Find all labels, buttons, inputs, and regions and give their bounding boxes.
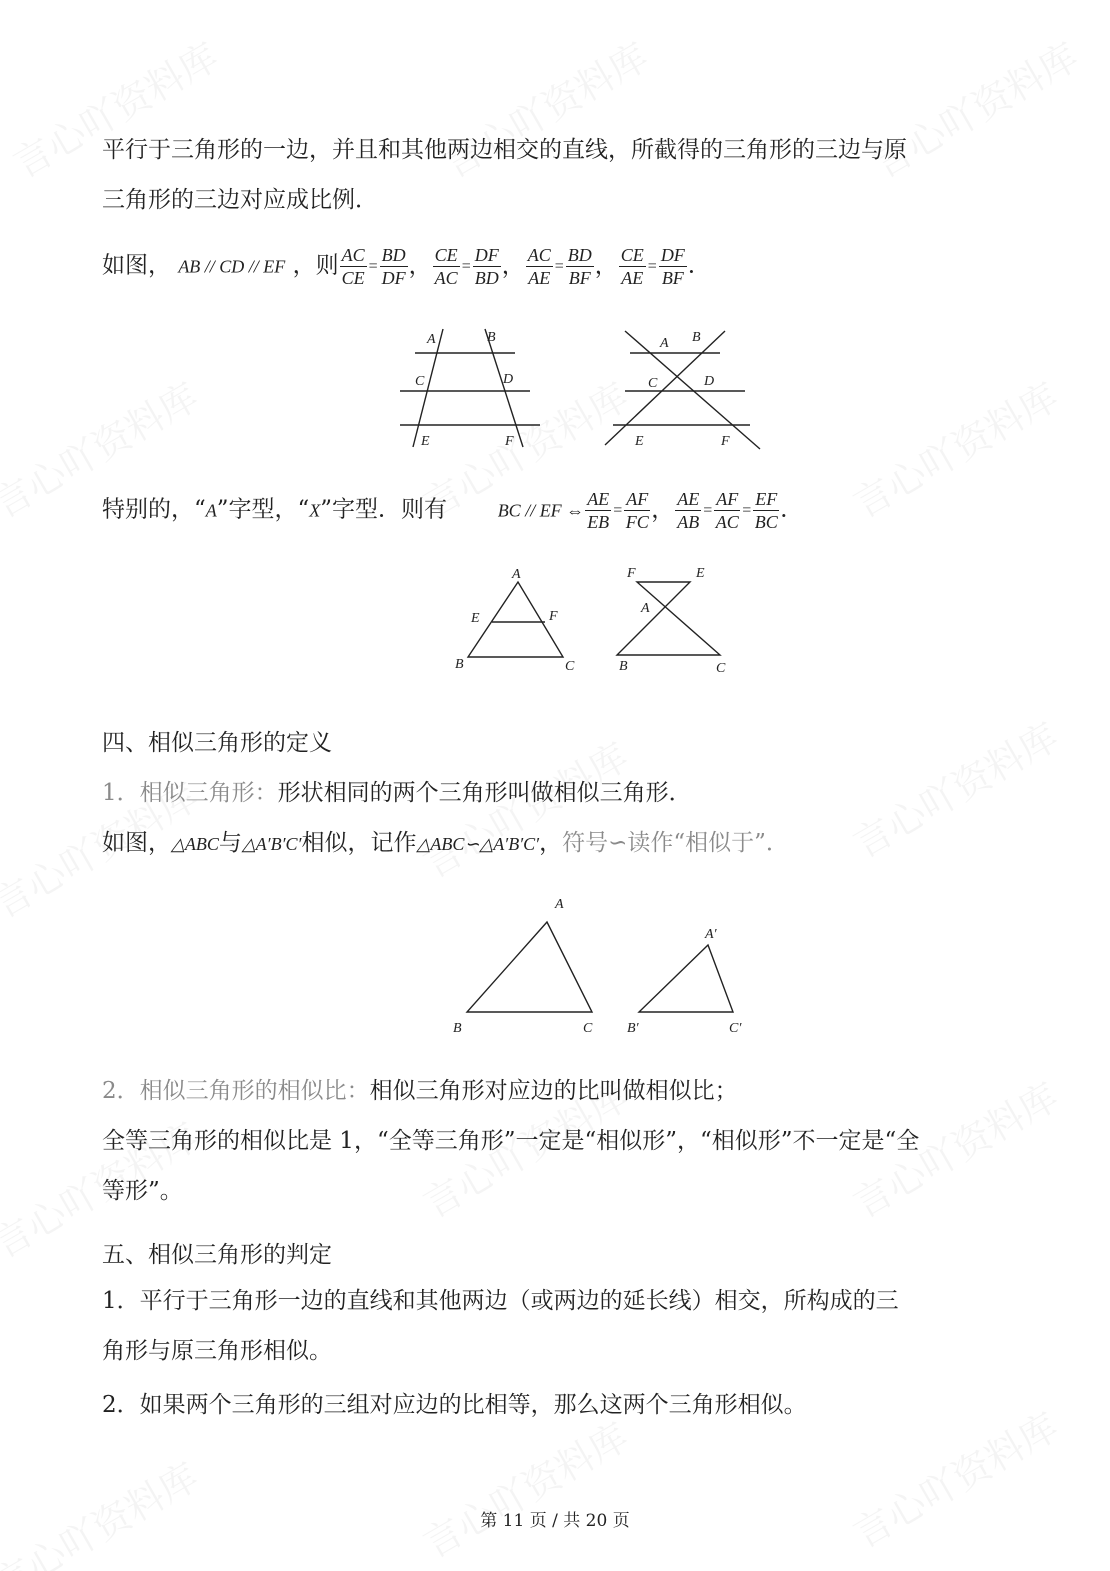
text: 与: [218, 830, 242, 856]
point-label: D: [704, 374, 715, 389]
fraction-group: $\frac{AC}{CE}$ = $\frac{BD}{DF}$ ， $\frac{CE}{AC}$ = $\frac{DF}{BD}$ ， $\frac{AC}{AE}$ = $\frac{BD}{BF}$ ， $\frac{CE}{AE}$ = $\frac{DF}{BF}$: [341, 245, 685, 288]
watermark: [842, 1397, 1067, 1559]
point-label: F: [505, 434, 514, 449]
text: A: [205, 500, 217, 521]
point-label: C: [583, 1021, 593, 1036]
fraction: $\frac{AC}{CE}$: [341, 245, 365, 288]
fraction: $\frac{BD}{DF}$: [381, 245, 406, 288]
fraction: $\frac{DF}{BD}$: [474, 245, 499, 288]
math: △A′B′C′: [241, 834, 302, 854]
text: ，: [539, 830, 563, 856]
a-and-x-shape-figure: [445, 560, 745, 680]
point-label: B: [455, 657, 464, 672]
paragraph: 平行于三角形的一边，并且和其他两边相交的直线，所截得的三角形的三边与原: [102, 137, 907, 163]
point-label: C: [415, 374, 425, 389]
point-label: C′: [729, 1021, 742, 1036]
point-label: C: [716, 661, 726, 676]
watermark: [842, 367, 1067, 529]
point-label: E: [421, 434, 430, 449]
definition: [102, 1076, 738, 1106]
term: 2．相似三角形的相似比：: [102, 1078, 370, 1104]
watermark: [412, 1407, 637, 1569]
math: △ABC∽△A′B′C′: [416, 834, 540, 854]
fraction: $\frac{DF}{BF}$: [660, 245, 685, 288]
section-heading: 四、相似三角形的定义: [102, 730, 332, 756]
criterion-1: 1．平行于三角形一边的直线和其他两边（或两边的延长线）相交，所构成的三: [102, 1288, 899, 1314]
text: 如图，: [102, 252, 171, 279]
point-label: F: [721, 434, 730, 449]
text: ”字型．则有: [320, 496, 448, 523]
point-label: F: [627, 566, 636, 581]
point-label: A: [427, 332, 436, 347]
section-heading: 五、相似三角形的判定: [102, 1242, 332, 1268]
point-label: A: [641, 601, 650, 616]
text: X: [309, 500, 321, 521]
fraction: $\frac{CE}{AC}$: [434, 245, 458, 288]
special-case-formula: [102, 488, 803, 533]
point-label: A′: [705, 927, 717, 942]
paragraph: 全等三角形的相似比是 1，“全等三角形”一定是“相似形”，“相似形”不一定是“全: [102, 1128, 920, 1154]
text: 如图，: [102, 830, 171, 856]
text: ．: [687, 252, 711, 279]
text: ”字型，“: [216, 496, 310, 523]
definition: [102, 778, 692, 808]
point-label: F: [549, 609, 558, 624]
text: ，则: [292, 252, 339, 279]
point-label: B: [619, 659, 628, 674]
paragraph: 三角形的三边对应成比例．: [102, 187, 378, 213]
term: 1．相似三角形：: [102, 780, 278, 806]
fraction: $\frac{AF}{FC}$: [625, 489, 649, 532]
parallel-condition: AB // CD // EF: [178, 256, 286, 277]
point-label: B: [692, 330, 701, 345]
point-label: B: [487, 330, 496, 345]
parallel-lines-figure: [395, 325, 765, 455]
fraction: $\frac{AE}{EB}$: [587, 489, 610, 532]
point-label: A: [660, 336, 669, 351]
fraction: $\frac{EF}{BC}$: [754, 489, 778, 532]
fraction: $\frac{AC}{AE}$: [527, 245, 551, 288]
point-label: D: [503, 372, 514, 387]
text: 符号∽读作“相似于”．: [562, 830, 789, 856]
text: 特别的，“: [102, 496, 206, 523]
fraction-group: $\frac{AE}{EB}$ = $\frac{AF}{FC}$ ， $\frac{AE}{AB}$ = $\frac{AF}{AC}$ = $\frac{EF}{BC}$: [587, 489, 778, 532]
criterion-1-cont: 角形与原三角形相似。: [102, 1338, 332, 1364]
example: [102, 828, 789, 859]
paragraph: 等形”。: [102, 1178, 183, 1204]
point-label: C: [648, 376, 658, 391]
fraction: $\frac{CE}{AE}$: [620, 245, 644, 288]
parallel-condition: BC // EF ⇔: [497, 500, 585, 521]
page-number: 第 11 页 / 共 20 页: [480, 1511, 630, 1531]
math: △ABC: [171, 834, 219, 854]
point-label: B′: [627, 1021, 639, 1036]
watermark: [842, 707, 1067, 869]
text: ．: [780, 496, 804, 523]
fraction: $\frac{AE}{AB}$: [677, 489, 700, 532]
fraction: $\frac{BD}{BF}$: [567, 245, 592, 288]
point-label: C: [565, 659, 575, 674]
criterion-2: 2．如果两个三角形的三组对应边的比相等，那么这两个三角形相似。: [102, 1392, 807, 1418]
similar-triangles-figure: [445, 890, 755, 1040]
point-label: E: [471, 611, 480, 626]
point-label: E: [635, 434, 644, 449]
text: 相似三角形对应边的比叫做相似比；: [369, 1078, 738, 1104]
text: 形状相同的两个三角形叫做相似三角形．: [277, 780, 692, 806]
text: 相似，记作: [301, 830, 417, 856]
point-label: A: [512, 567, 521, 582]
point-label: A: [555, 897, 564, 912]
fraction: $\frac{AF}{AC}$: [715, 489, 739, 532]
point-label: E: [696, 566, 705, 581]
point-label: B: [453, 1021, 462, 1036]
proportion-formula: [102, 244, 711, 289]
